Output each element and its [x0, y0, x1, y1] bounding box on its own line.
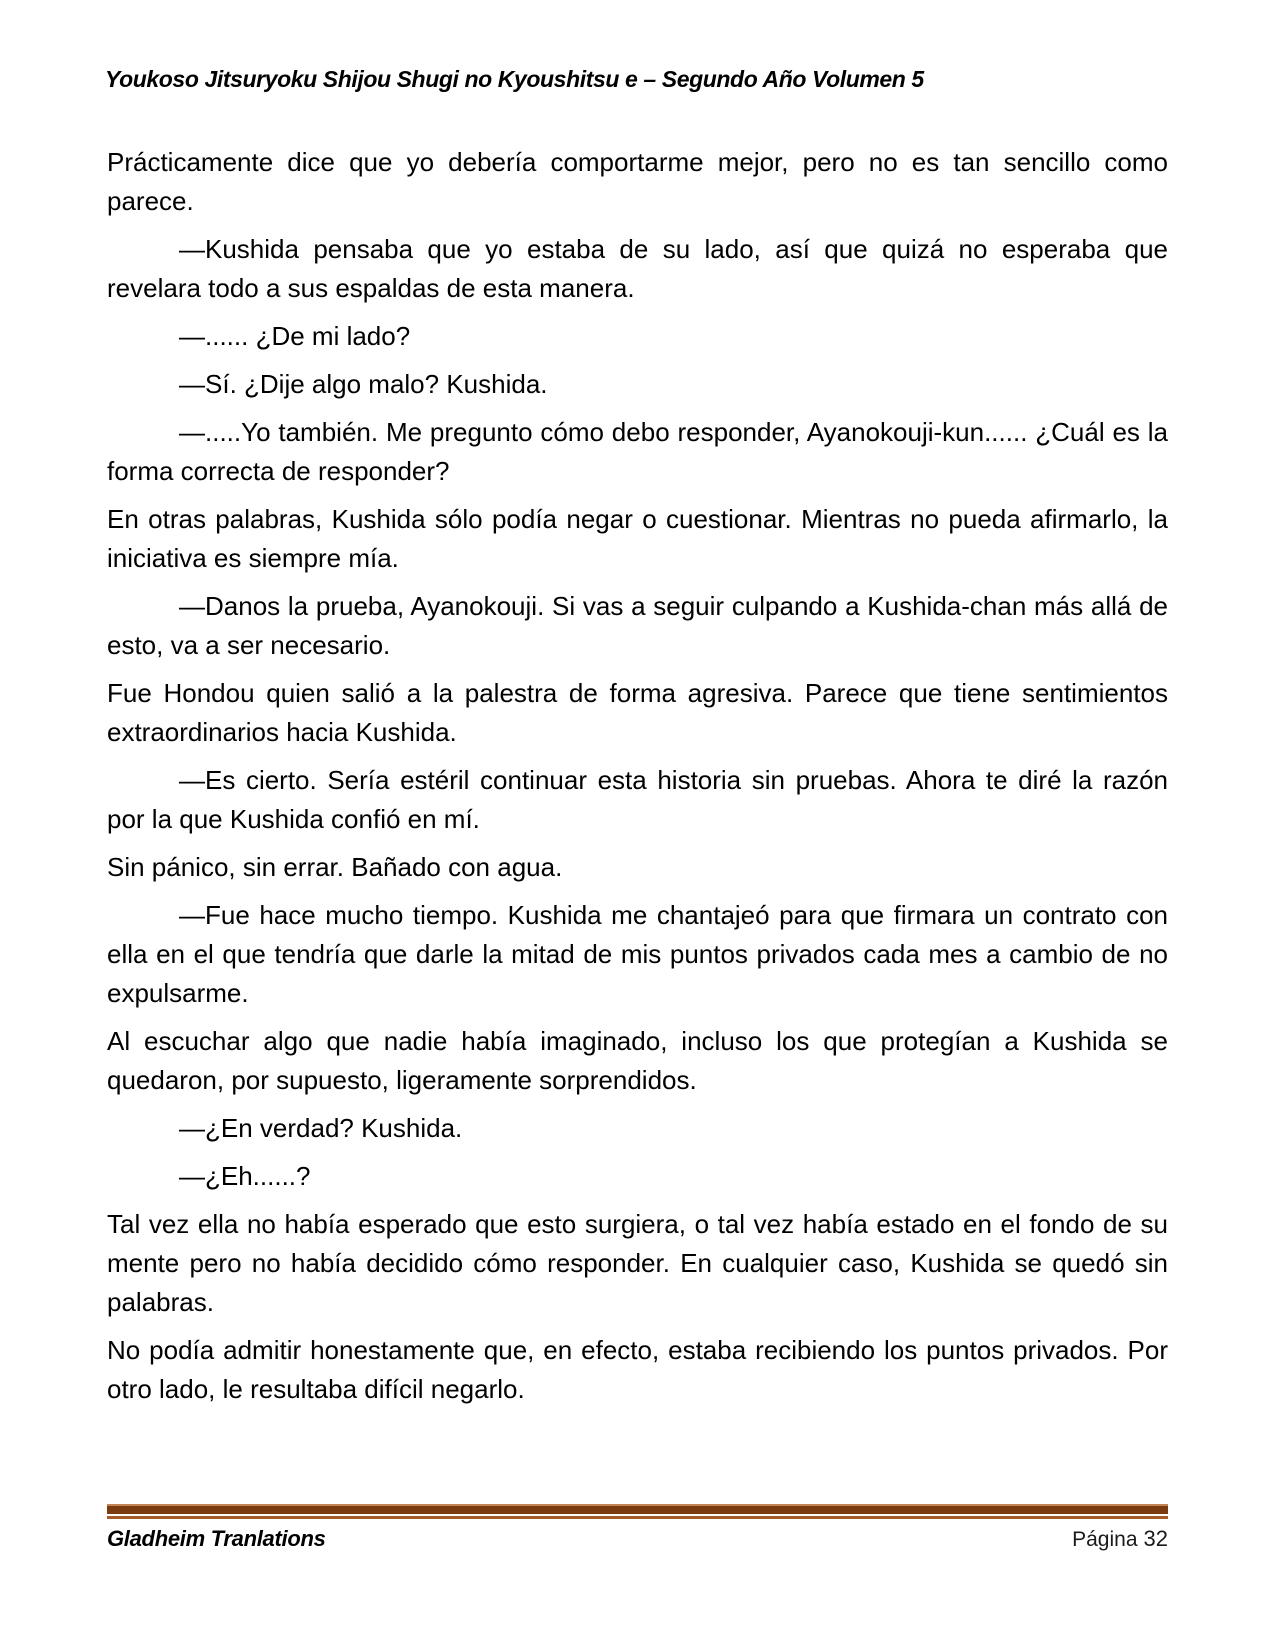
footer-rule: [107, 1504, 1168, 1519]
document-body: [107, 143, 1168, 1418]
paragraph: Al escuchar algo que nadie había imaginado, incluso los que protegían a Kushida se quedaron, por supuesto, ligeramente sorprendidos.: [107, 1026, 1168, 1095]
header-title: Youkoso Jitsuryoku Shijou Shugi no Kyoushitsu e – Segundo Año Volumen 5: [105, 66, 924, 92]
paragraph: —Fue hace mucho tiempo. Kushida me chantajeó para que firmara un contrato con ella en el que tendría que darle la mitad de mis puntos privados cada mes a cambio de no expulsarme.: [107, 900, 1168, 1008]
paragraph: —¿En verdad? Kushida.: [179, 1113, 463, 1143]
page-header: [105, 66, 1168, 93]
footer-rule-thick-line: [107, 1506, 1168, 1514]
paragraph: Sin pánico, sin errar. Bañado con agua.: [107, 852, 563, 882]
paragraph: —.....Yo también. Me pregunto cómo debo responder, Ayanokouji-kun...... ¿Cuál es la forma correcta de responder?: [107, 417, 1168, 486]
paragraph: —...... ¿De mi lado?: [179, 321, 411, 351]
paragraph: —Kushida pensaba que yo estaba de su lado, así que quizá no esperaba que revelara todo a sus espaldas de esta manera.: [107, 234, 1168, 303]
paragraph: Tal vez ella no había esperado que esto surgiera, o tal vez había estado en el fondo de su mente pero no había decidido cómo responder. En cualquier caso, Kushida se quedó sin palabras.: [107, 1209, 1168, 1317]
page-number: 32: [1143, 1526, 1168, 1551]
page-number-group: [1072, 1526, 1168, 1552]
paragraph: Prácticamente dice que yo debería comportarme mejor, pero no es tan sencillo como parece.: [107, 147, 1168, 216]
page-footer: [107, 1504, 1168, 1552]
translator-name: Gladheim Tranlations: [107, 1526, 326, 1551]
paragraph: Fue Hondou quien salió a la palestra de forma agresiva. Parece que tiene sentimientos extraordinarios hacia Kushida.: [107, 678, 1168, 747]
page-label: Página: [1072, 1528, 1138, 1551]
footer-text-row: [107, 1526, 1168, 1552]
paragraph: En otras palabras, Kushida sólo podía negar o cuestionar. Mientras no pueda afirmarlo, la iniciativa es siempre mía.: [107, 504, 1168, 573]
paragraph: —Danos la prueba, Ayanokouji. Si vas a seguir culpando a Kushida-chan más allá de esto, va a ser necesario.: [107, 591, 1168, 660]
footer-rule-thin-line: [107, 1516, 1168, 1519]
paragraph: —Sí. ¿Dije algo malo? Kushida.: [179, 369, 548, 399]
paragraph: —¿Eh......?: [179, 1161, 311, 1191]
paragraph: No podía admitir honestamente que, en efecto, estaba recibiendo los puntos privados. Por otro lado, le resultaba difícil negarlo.: [107, 1335, 1168, 1404]
paragraph: —Es cierto. Sería estéril continuar esta historia sin pruebas. Ahora te diré la razón por la que Kushida confió en mí.: [107, 765, 1168, 834]
